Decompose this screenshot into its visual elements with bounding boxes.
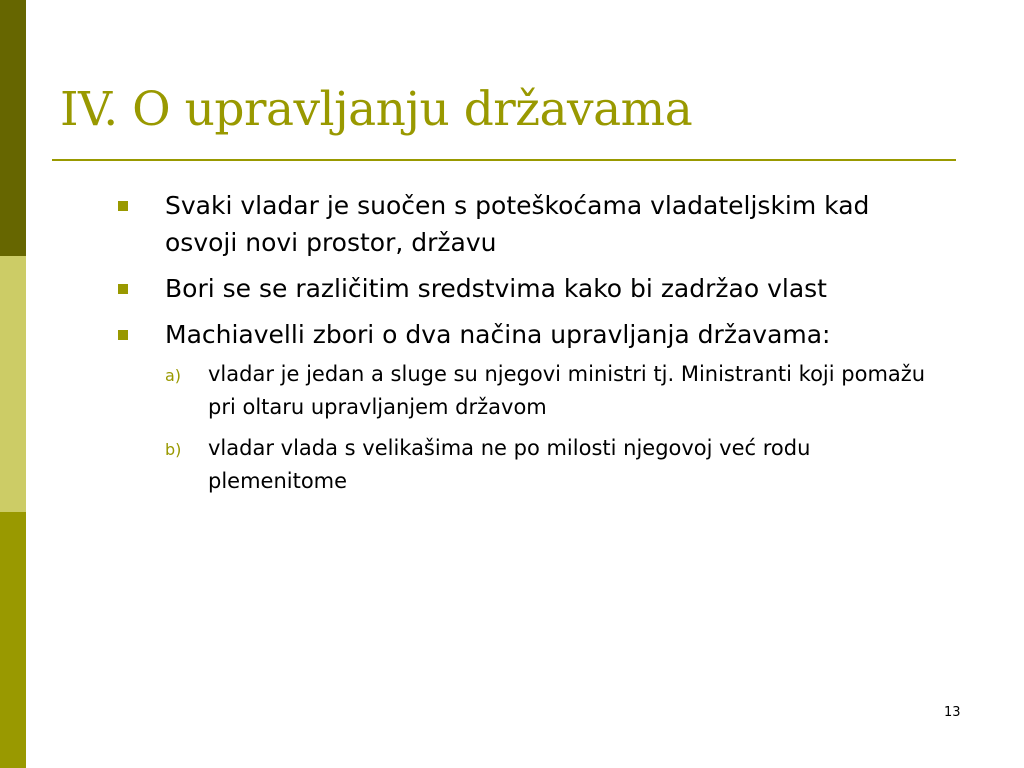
bullet-item (118, 316, 938, 498)
page-number: 13 (944, 705, 961, 720)
sidebar-band-middle (0, 256, 26, 512)
sidebar-band-bottom (0, 512, 26, 768)
bullet-text: Machiavelli zbori o dva načina upravljanja državama: (165, 320, 831, 349)
sidebar-band-top (0, 0, 26, 256)
bullet-text: Bori se se različitim sredstvima kako bi zadržao vlast (165, 274, 827, 303)
bullet-item (118, 270, 938, 307)
slide-title: IV. O upravljanju državama (60, 82, 693, 137)
sub-bullet-text: vladar je jedan a sluge su njegovi ministri tj. Ministranti koji pomažu pri oltaru upravljanjem državom (208, 362, 926, 419)
sub-bullet-item (165, 432, 938, 498)
sub-bullet-item (165, 358, 938, 424)
bullet-item (118, 187, 938, 261)
sub-bullet-list (165, 358, 938, 498)
bullet-list (118, 187, 938, 507)
sub-bullet-marker: a) (165, 366, 182, 385)
sub-bullet-text: vladar vlada s velikašima ne po milosti njegovoj već rodu plemenitome (208, 436, 811, 493)
square-bullet-icon (118, 330, 128, 340)
square-bullet-icon (118, 284, 128, 294)
sub-bullet-marker: b) (165, 440, 182, 459)
square-bullet-icon (118, 201, 128, 211)
bullet-text: Svaki vladar je suočen s poteškoćama vladateljskim kad osvoji novi prostor, državu (165, 191, 870, 257)
title-divider (52, 159, 956, 161)
